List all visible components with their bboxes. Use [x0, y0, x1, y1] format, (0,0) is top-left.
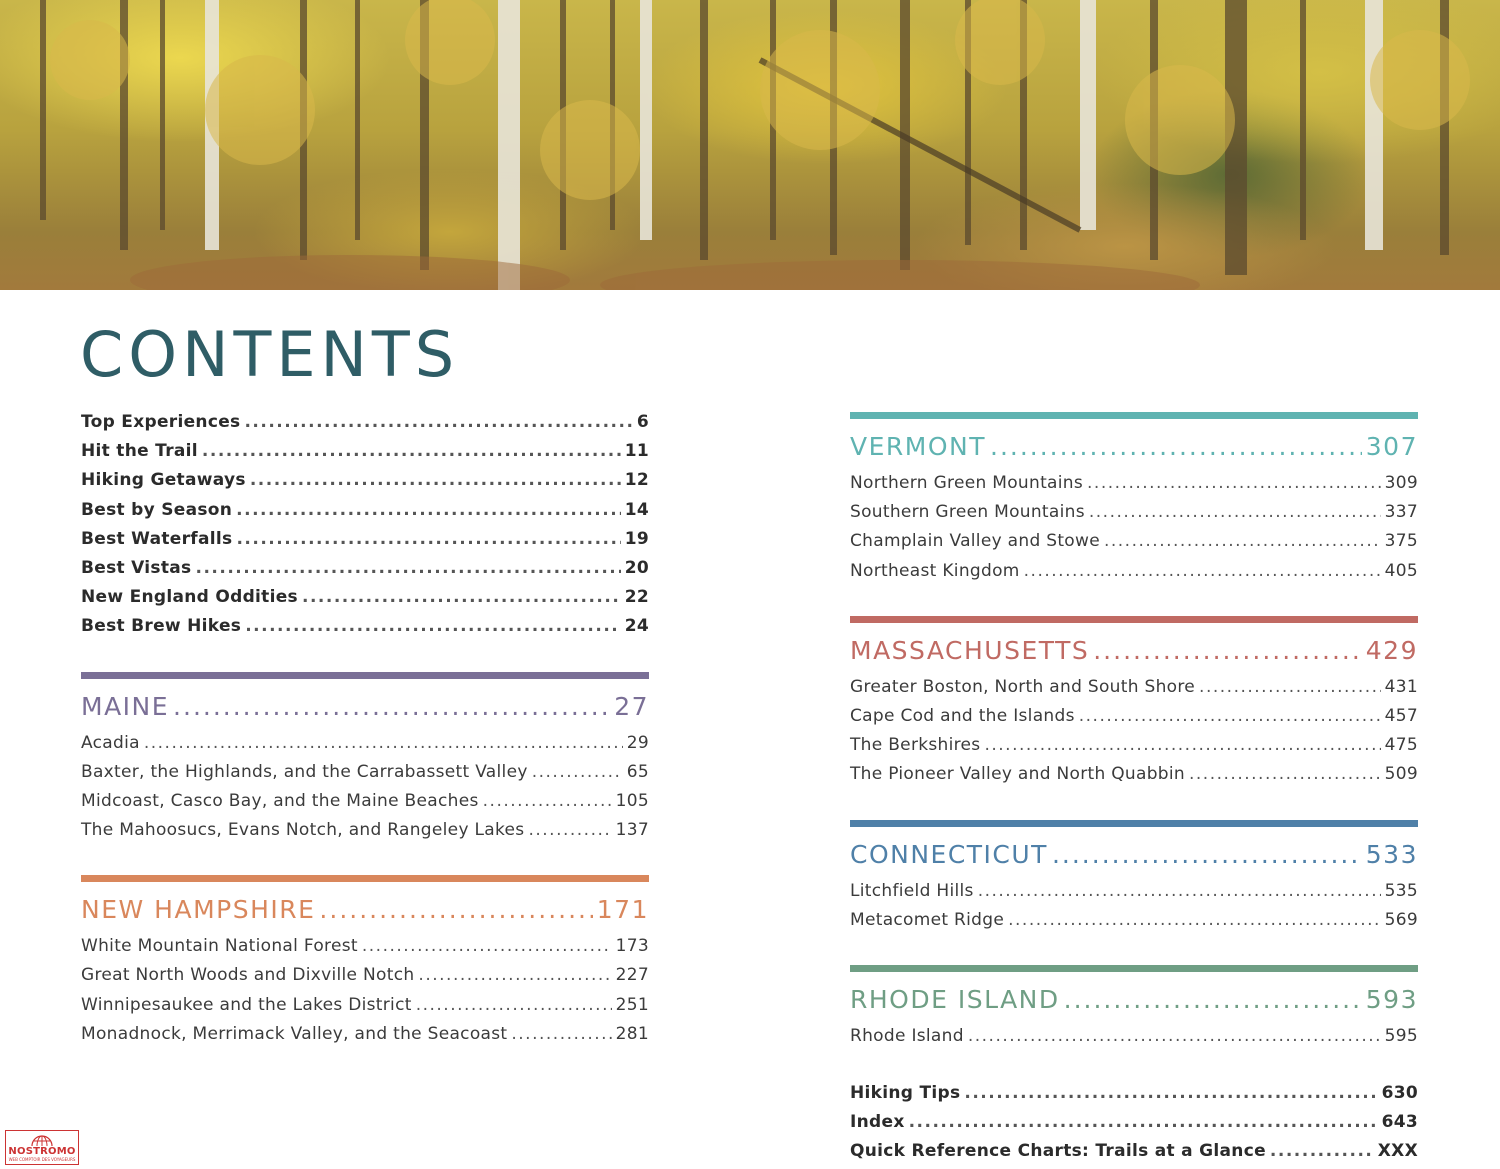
toc-entry-page: 12: [624, 470, 649, 491]
section-name: MASSACHUSETTS: [850, 635, 1090, 665]
toc-entry-label: Best by Season: [81, 499, 233, 520]
toc-entry: [850, 702, 1418, 731]
toc-entry-page: XXX: [1377, 1141, 1418, 1162]
dot-leader: [1189, 760, 1381, 789]
dot-leader: [483, 787, 612, 816]
section-name: VERMONT: [850, 432, 986, 461]
state-section: [81, 875, 649, 1049]
section-color-bar: [81, 875, 649, 882]
dot-leader: [978, 877, 1381, 906]
dot-leader: [244, 408, 632, 437]
toc-entry-page: 337: [1384, 502, 1418, 523]
section-heading: [850, 629, 1418, 673]
logo-name: NOSTROMO: [8, 1146, 76, 1157]
toc-entry-label: The Pioneer Valley and North Quabbin: [850, 764, 1185, 785]
toc-entry-label: Great North Woods and Dixville Notch: [81, 965, 415, 986]
toc-entry-label: Hiking Tips: [850, 1083, 961, 1104]
toc-entry-page: 281: [615, 1023, 649, 1044]
toc-entry: [850, 760, 1418, 789]
dot-leader: [1093, 629, 1362, 673]
toc-entry-page: 227: [615, 965, 649, 986]
toc-entry-label: Litchfield Hills: [850, 880, 974, 901]
hero-forest-photo: [0, 0, 1500, 290]
toc-right-column: [850, 412, 1418, 1167]
toc-entry-label: The Berkshires: [850, 735, 981, 756]
toc-entry-page: 375: [1384, 531, 1418, 552]
dot-leader: [362, 932, 612, 961]
dot-leader: [1104, 527, 1381, 556]
toc-entry: [81, 787, 649, 816]
toc-entry-page: 569: [1384, 909, 1418, 930]
toc-entry: [850, 906, 1418, 935]
dot-leader: [416, 991, 612, 1020]
toc-entry: [850, 731, 1418, 760]
toc-entry: [850, 527, 1418, 556]
toc-entry: [850, 673, 1418, 702]
section-page: 27: [614, 691, 649, 721]
state-section: [850, 820, 1418, 935]
toc-entry-label: The Mahoosucs, Evans Notch, and Rangeley Lakes: [81, 820, 525, 841]
toc-entry: [81, 612, 649, 641]
toc-entry-page: 251: [615, 994, 649, 1015]
section-heading: [850, 425, 1418, 469]
toc-entry-label: Baxter, the Highlands, and the Carrabassett Valley: [81, 761, 528, 782]
section-page: 307: [1365, 432, 1418, 461]
dot-leader: [1087, 469, 1381, 498]
toc-entry: [850, 877, 1418, 906]
dot-leader: [1064, 978, 1362, 1022]
toc-entry: [81, 991, 649, 1020]
toc-entry-label: Best Vistas: [81, 557, 192, 578]
section-page: 429: [1365, 635, 1418, 665]
toc-entry: [850, 1137, 1418, 1166]
toc-entry: [850, 1022, 1418, 1051]
dot-leader: [236, 496, 621, 525]
toc-entry: [81, 583, 649, 612]
dot-leader: [236, 525, 620, 554]
dot-leader: [511, 1020, 611, 1049]
toc-entry-label: Rhode Island: [850, 1025, 964, 1046]
dot-leader: [990, 425, 1362, 469]
toc-entry: [81, 961, 649, 990]
back-matter-list: [850, 1079, 1418, 1167]
section-color-bar: [850, 820, 1418, 827]
dot-leader: [302, 583, 621, 612]
dot-leader: [245, 612, 621, 641]
toc-entry-page: 509: [1384, 764, 1418, 785]
toc-entry-page: 65: [626, 761, 649, 782]
toc-entry-label: Hiking Getaways: [81, 470, 246, 491]
section-name: NEW HAMPSHIRE: [81, 895, 316, 925]
section-heading: [81, 685, 649, 729]
toc-entry-page: 137: [615, 820, 649, 841]
section-color-bar: [850, 965, 1418, 972]
dot-leader: [1079, 702, 1381, 731]
dot-leader: [418, 961, 611, 990]
toc-entry: [81, 554, 649, 583]
dot-leader: [1024, 557, 1381, 586]
dot-leader: [968, 1022, 1381, 1051]
globe-icon: [30, 1133, 54, 1147]
toc-entry-page: 105: [615, 790, 649, 811]
toc-entry-page: 595: [1384, 1025, 1418, 1046]
toc-entry-label: Midcoast, Casco Bay, and the Maine Beaches: [81, 790, 479, 811]
section-heading: [81, 888, 649, 932]
toc-entry-label: Northern Green Mountains: [850, 473, 1084, 493]
toc-entry-label: Best Brew Hikes: [81, 616, 242, 637]
section-page: 533: [1365, 839, 1418, 869]
toc-entry-label: Metacomet Ridge: [850, 909, 1005, 930]
toc-entry-page: 11: [624, 441, 649, 462]
toc-entry-label: New England Oddities: [81, 587, 298, 608]
dot-leader: [173, 685, 610, 729]
toc-entry-label: Hit the Trail: [81, 441, 198, 462]
toc-entry-label: Winnipesaukee and the Lakes District: [81, 994, 412, 1015]
toc-entry-page: 29: [626, 732, 649, 753]
section-page: 171: [596, 895, 649, 925]
toc-entry-label: Northeast Kingdom: [850, 560, 1020, 581]
toc-entry-page: 643: [1381, 1112, 1418, 1133]
toc-entry-page: 22: [624, 587, 649, 608]
state-section: [850, 412, 1418, 586]
toc-entry: [81, 466, 649, 495]
dot-leader: [195, 554, 620, 583]
dot-leader: [144, 729, 623, 758]
forest-trunks: [0, 0, 1500, 290]
toc-entry-label: Champlain Valley and Stowe: [850, 531, 1100, 552]
toc-entry: [81, 525, 649, 554]
dot-leader: [319, 888, 592, 932]
toc-entry: [850, 1108, 1418, 1137]
toc-entry: [850, 498, 1418, 527]
toc-entry: [850, 557, 1418, 586]
toc-entry: [81, 932, 649, 961]
front-matter-list: [81, 408, 649, 642]
state-section: [850, 965, 1418, 1051]
section-color-bar: [81, 672, 649, 679]
section-heading: [850, 833, 1418, 877]
dot-leader: [909, 1108, 1378, 1137]
dot-leader: [250, 466, 621, 495]
toc-entry-page: 24: [624, 616, 649, 637]
toc-entry-page: 475: [1384, 735, 1418, 756]
dot-leader: [202, 437, 621, 466]
toc-entry-page: 309: [1384, 473, 1418, 493]
toc-entry-label: Greater Boston, North and South Shore: [850, 676, 1196, 697]
toc-entry: [81, 758, 649, 787]
section-page: 593: [1365, 984, 1418, 1014]
section-color-bar: [850, 412, 1418, 419]
toc-entry-page: 20: [624, 557, 649, 578]
toc-left-column: [81, 408, 649, 1049]
toc-entry: [850, 1079, 1418, 1108]
toc-entry-page: 173: [615, 936, 649, 957]
dot-leader: [1199, 673, 1381, 702]
toc-entry-label: Acadia: [81, 732, 140, 753]
toc-entry-label: Southern Green Mountains: [850, 502, 1085, 523]
dot-leader: [1270, 1137, 1374, 1166]
state-section: [850, 616, 1418, 790]
toc-entry-label: Top Experiences: [81, 412, 241, 432]
section-color-bar: [850, 616, 1418, 623]
dot-leader: [1052, 833, 1362, 877]
toc-entry-label: Best Waterfalls: [81, 528, 233, 549]
toc-entry: [81, 1020, 649, 1049]
toc-entry: [81, 729, 649, 758]
toc-entry-page: 19: [624, 528, 649, 549]
toc-entry-label: Quick Reference Charts: Trails at a Glance: [850, 1141, 1266, 1162]
dot-leader: [964, 1079, 1377, 1108]
toc-entry-label: Cape Cod and the Islands: [850, 705, 1075, 726]
section-heading: [850, 978, 1418, 1022]
state-section: [81, 672, 649, 846]
toc-entry: [81, 408, 649, 437]
section-name: MAINE: [81, 691, 170, 721]
page-title: CONTENTS: [80, 318, 460, 391]
toc-entry: [81, 437, 649, 466]
dot-leader: [1008, 906, 1381, 935]
dot-leader: [532, 758, 623, 787]
toc-entry-label: Index: [850, 1112, 905, 1133]
toc-entry: [850, 469, 1418, 498]
dot-leader: [1089, 498, 1381, 527]
logo-tagline: WEB COMPTOIR DES VOYAGEURS: [8, 1157, 76, 1162]
toc-entry-label: Monadnock, Merrimack Valley, and the Seacoast: [81, 1023, 508, 1044]
toc-entry-page: 630: [1381, 1083, 1418, 1104]
toc-entry-page: 431: [1384, 676, 1418, 697]
toc-entry-page: 14: [624, 499, 649, 520]
dot-leader: [984, 731, 1380, 760]
section-name: CONNECTICUT: [850, 839, 1048, 869]
nostromo-logo: [5, 1130, 79, 1165]
toc-entry-page: 6: [636, 412, 649, 432]
toc-entry-page: 535: [1384, 880, 1418, 901]
toc-entry-page: 405: [1384, 560, 1418, 581]
section-name: RHODE ISLAND: [850, 984, 1060, 1014]
toc-entry: [81, 816, 649, 845]
dot-leader: [528, 816, 611, 845]
toc-entry: [81, 496, 649, 525]
toc-entry-label: White Mountain National Forest: [81, 936, 358, 957]
toc-entry-page: 457: [1384, 705, 1418, 726]
